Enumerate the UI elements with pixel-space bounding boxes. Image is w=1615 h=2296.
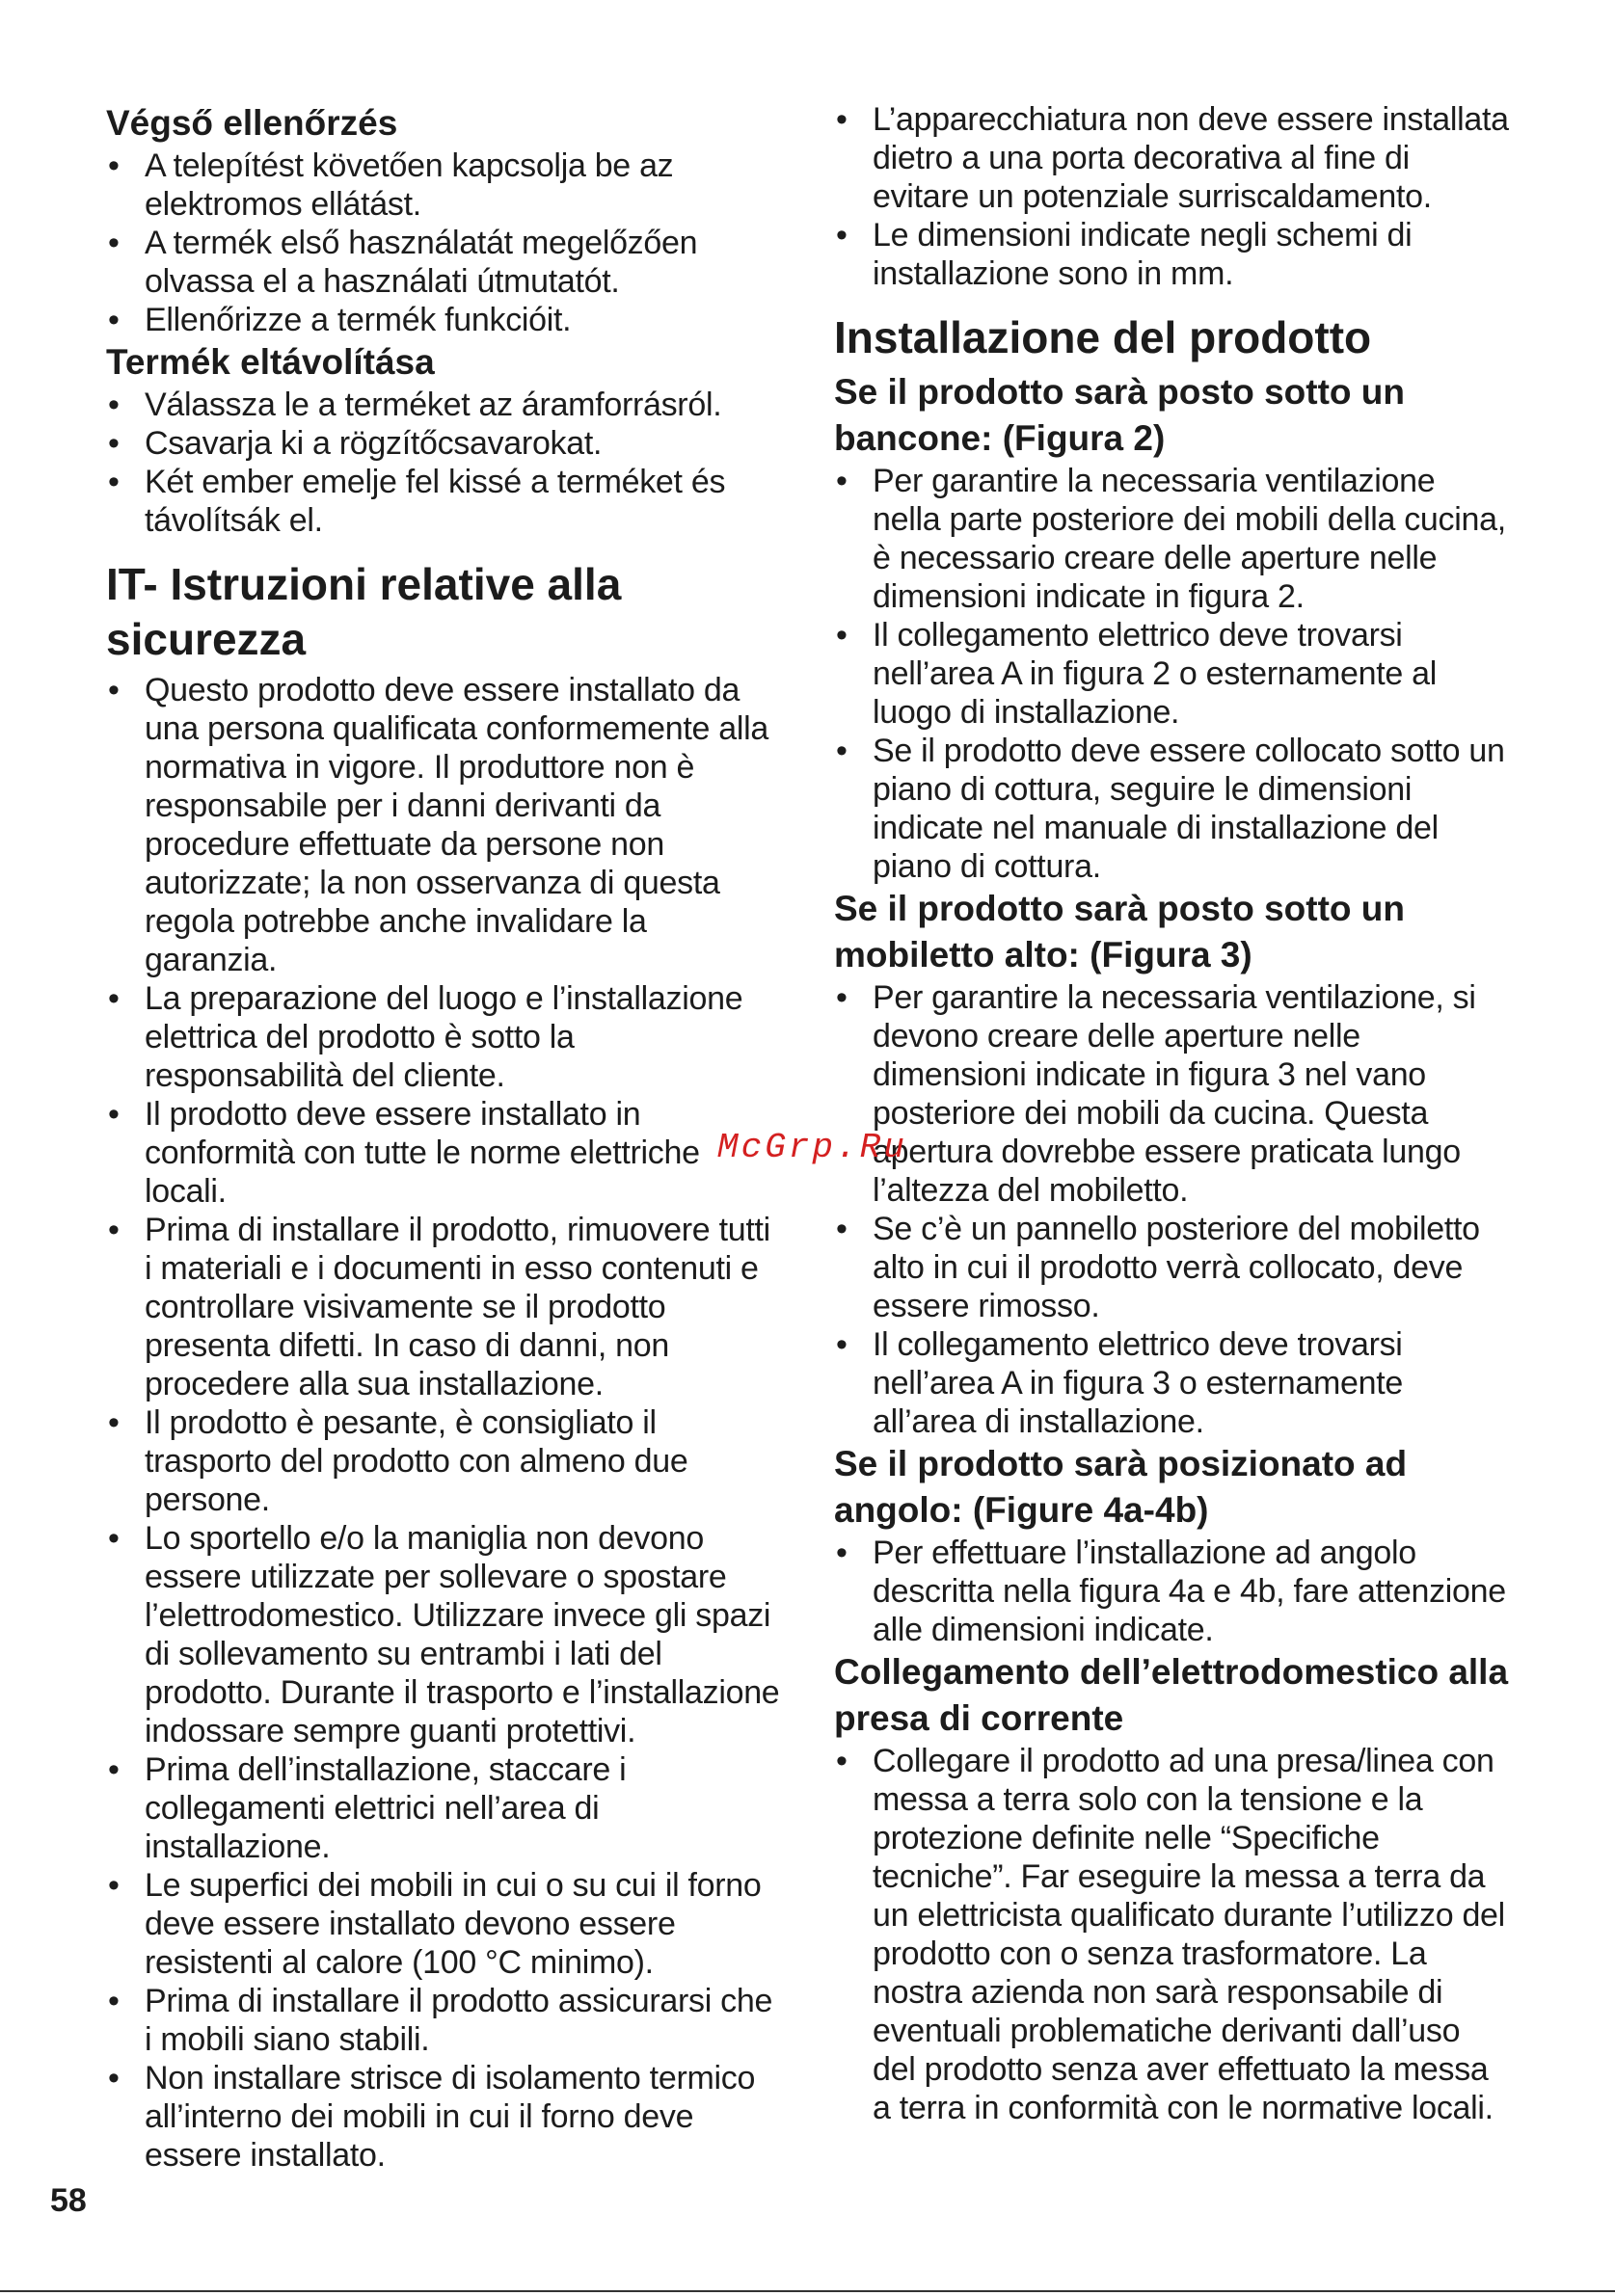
bottom-rule [0, 2290, 1615, 2292]
list-item: • A termék első használatát megelőzően olvassa el a használati útmutatót. [106, 224, 781, 301]
list-item: • Prima dell’installazione, staccare i collegamenti elettrici nell’area di installazione. [106, 1750, 781, 1866]
top-list [834, 100, 1509, 293]
list-item: • Il collegamento elettrico deve trovarsi nell’area A in figura 3 o esternamente all’area di installazione. [834, 1325, 1509, 1441]
right-column [834, 100, 1509, 2127]
list-item: • Il prodotto deve essere installato in conformità con tutte le norme elettriche locali. [106, 1095, 781, 1211]
installation-title: Installazione del prodotto [834, 312, 1372, 362]
list-item: • A telepítést követően kapcsolja be az elektromos ellátást. [106, 147, 781, 224]
watermark: McGrp.Ru [717, 1128, 907, 1167]
list-item: • Per garantire la necessaria ventilazione, si devono creare delle aperture nelle dimensioni indicate in figura 3 nel vano posteriore dei mobili da cucina. Questa apertura dovrebbe essere praticata lungo l’altezza del mobiletto. [834, 978, 1509, 1210]
angolo-list [834, 1534, 1509, 1649]
bancone-list [834, 462, 1509, 886]
page-number: 58 [50, 2182, 87, 2219]
it-safety-title: IT- Istruzioni relative alla sicurezza [106, 559, 622, 664]
list-item: • La preparazione del luogo e l’installazione elettrica del prodotto è sotto la responsabilità del cliente. [106, 979, 781, 1095]
angolo-heading: Se il prodotto sarà posizionato ad angolo: (Figure 4a-4b) [834, 1444, 1408, 1530]
eltav-heading: Termék eltávolítása [106, 342, 435, 382]
mobiletto-heading: Se il prodotto sarà posto sotto un mobiletto alto: (Figura 3) [834, 889, 1405, 974]
presa-heading: Collegamento dell’elettrodomestico alla presa di corrente [834, 1652, 1509, 1738]
list-item: • Prima di installare il prodotto, rimuovere tutti i materiali e i documenti in esso contenuti e controllare visivamente se il prodotto presenta difetti. In caso di danni, non procedere alla sua installazione. [106, 1211, 781, 1403]
list-item: • Il collegamento elettrico deve trovarsi nell’area A in figura 2 o esternamente al luogo di installazione. [834, 616, 1509, 732]
list-item: • Le superfici dei mobili in cui o su cui il forno deve essere installato devono essere resistenti al calore (100 °C minimo). [106, 1866, 781, 1982]
list-item: • Per effettuare l’installazione ad angolo descritta nella figura 4a e 4b, fare attenzione alle dimensioni indicate. [834, 1534, 1509, 1649]
list-item: • Questo prodotto deve essere installato da una persona qualificata conformemente alla normativa in vigore. Il produttore non è responsabile per i danni derivanti da procedure effettuate da persone non autorizzate; la non osservanza di questa regola potrebbe anche invalidare la garanzia. [106, 671, 781, 979]
list-item: • Csavarja ki a rögzítőcsavarokat. [106, 424, 781, 463]
list-item: • Se il prodotto deve essere collocato sotto un piano di cottura, seguire le dimensioni indicate nel manuale di installazione del piano di cottura. [834, 732, 1509, 886]
list-item: • Se c’è un pannello posteriore del mobiletto alto in cui il prodotto verrà collocato, deve essere rimosso. [834, 1210, 1509, 1325]
list-item: • Per garantire la necessaria ventilazione nella parte posteriore dei mobili della cucina, è necessario creare delle aperture nelle dimensioni indicate in figura 2. [834, 462, 1509, 616]
presa-list [834, 1742, 1509, 2127]
left-column [106, 100, 781, 2175]
list-item: • Le dimensioni indicate negli schemi di installazione sono in mm. [834, 216, 1509, 293]
list-item: • Lo sportello e/o la maniglia non devono essere utilizzate per sollevare o spostare l’elettrodomestico. Utilizzare invece gli spazi di sollevamento su entrambi i lati del prodotto. Durante il trasporto e l’installazione indossare sempre guanti protettivi. [106, 1519, 781, 1750]
vegso-list [106, 147, 781, 339]
list-item: • Non installare strisce di isolamento termico all’interno dei mobili in cui il forno deve essere installato. [106, 2059, 781, 2175]
list-item: • Válassza le a terméket az áramforrásról. [106, 386, 781, 424]
list-item: • Két ember emelje fel kissé a terméket és távolítsák el. [106, 463, 781, 540]
list-item: • Collegare il prodotto ad una presa/linea con messa a terra solo con la tensione e la protezione definite nelle “Specifiche tecniche”. Far eseguire la messa a terra da un elettricista qualificato durante l’utilizzo del prodotto con o senza trasformatore. La nostra azienda non sarà responsabile di eventuali problematiche derivanti dall’uso del prodotto senza aver effettuato la messa a terra in conformità con le normative locali. [834, 1742, 1509, 2127]
list-item: • L’apparecchiatura non deve essere installata dietro a una porta decorativa al fine di evitare un potenziale surriscaldamento. [834, 100, 1509, 216]
list-item: • Il prodotto è pesante, è consigliato il trasporto del prodotto con almeno due persone. [106, 1403, 781, 1519]
list-item: • Prima di installare il prodotto assicurarsi che i mobili siano stabili. [106, 1982, 781, 2059]
list-item: • Ellenőrizze a termék funkcióit. [106, 301, 781, 339]
vegso-heading: Végső ellenőrzés [106, 103, 398, 143]
bancone-heading: Se il prodotto sarà posto sotto un bancone: (Figura 2) [834, 372, 1405, 458]
it-safety-list [106, 671, 781, 2175]
mobiletto-list [834, 978, 1509, 1441]
eltav-list [106, 386, 781, 540]
